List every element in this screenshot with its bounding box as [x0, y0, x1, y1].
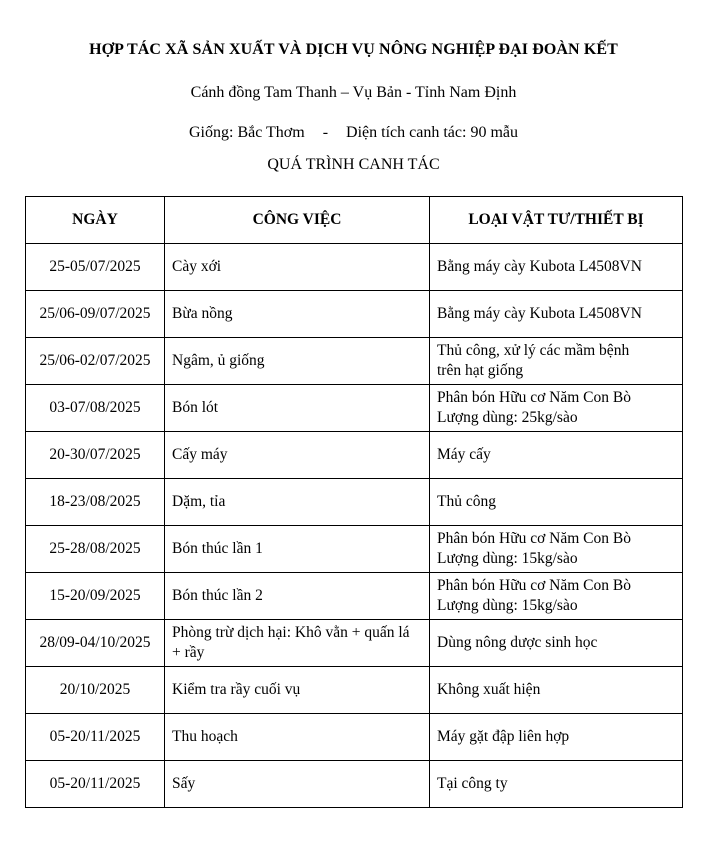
material-line: Bằng máy cày Kubota L4508VN: [437, 258, 642, 275]
cell-material: [430, 667, 683, 714]
material-line: Thủ công, xử lý các mầm bệnh: [437, 342, 630, 359]
cell-date: 05-20/11/2025: [26, 714, 165, 761]
material-line: Lượng dùng: 25kg/sào: [437, 409, 578, 426]
table-row: [26, 291, 683, 338]
column-header-date: NGÀY: [26, 197, 165, 244]
cell-material: [430, 714, 683, 761]
cell-task: Phòng trừ dịch hại: Khô vằn + quấn lá + rầy: [165, 620, 430, 667]
cell-material: [430, 620, 683, 667]
material-line: Dùng nông dược sinh học: [437, 634, 598, 651]
table-row: [26, 385, 683, 432]
cell-date: 28/09-04/10/2025: [26, 620, 165, 667]
cell-task: Bón thúc lần 1: [165, 526, 430, 573]
cell-task: Bừa nồng: [165, 291, 430, 338]
table-row: [26, 714, 683, 761]
section-title: QUÁ TRÌNH CANH TÁC: [267, 156, 440, 173]
table-row: [26, 526, 683, 573]
cell-date: 18-23/08/2025: [26, 479, 165, 526]
cell-date: 25-28/08/2025: [26, 526, 165, 573]
table-header-row: [26, 197, 683, 244]
location-line: Cánh đồng Tam Thanh – Vụ Bản - Tỉnh Nam Định: [190, 84, 517, 101]
material-line: Phân bón Hữu cơ Năm Con Bò: [437, 577, 631, 594]
cell-task: Cày xới: [165, 244, 430, 291]
cell-material: [430, 526, 683, 573]
cell-material: [430, 291, 683, 338]
cell-task: Cấy máy: [165, 432, 430, 479]
cell-date: 25/06-09/07/2025: [26, 291, 165, 338]
separator: -: [322, 124, 329, 141]
cell-task: Dặm, tỉa: [165, 479, 430, 526]
material-line: Thủ công: [437, 493, 496, 510]
cultivation-table: [25, 196, 683, 808]
cell-date: 20/10/2025: [26, 667, 165, 714]
material-line: Phân bón Hữu cơ Năm Con Bò: [437, 389, 631, 406]
table-row: [26, 479, 683, 526]
org-title: HỢP TÁC XÃ SẢN XUẤT VÀ DỊCH VỤ NÔNG NGHIỆP ĐẠI ĐOÀN KẾT: [89, 41, 618, 58]
table-row: [26, 432, 683, 479]
cell-date: 25/06-02/07/2025: [26, 338, 165, 385]
cell-material: [430, 338, 683, 385]
cell-material: [430, 573, 683, 620]
variety-area-line: [0, 124, 707, 142]
cell-date: 15-20/09/2025: [26, 573, 165, 620]
cell-task: Bón lót: [165, 385, 430, 432]
cell-date: 03-07/08/2025: [26, 385, 165, 432]
material-line: trên hạt giống: [437, 362, 524, 379]
cell-date: 25-05/07/2025: [26, 244, 165, 291]
material-line: Máy cấy: [437, 446, 491, 463]
material-line: Tại công ty: [437, 775, 508, 792]
cell-material: [430, 385, 683, 432]
material-line: Không xuất hiện: [437, 681, 541, 698]
cell-task: Bón thúc lần 2: [165, 573, 430, 620]
cell-task: Kiểm tra rầy cuối vụ: [165, 667, 430, 714]
table-row: [26, 338, 683, 385]
cell-material: [430, 432, 683, 479]
cell-task: Ngâm, ủ giống: [165, 338, 430, 385]
table-row: [26, 761, 683, 808]
column-header-task: CÔNG VIỆC: [165, 197, 430, 244]
material-line: Phân bón Hữu cơ Năm Con Bò: [437, 530, 631, 547]
cell-task: Thu hoạch: [165, 714, 430, 761]
area-text: Diện tích canh tác: 90 mẫu: [346, 124, 518, 141]
cell-material: [430, 479, 683, 526]
material-line: Bằng máy cày Kubota L4508VN: [437, 305, 642, 322]
cell-date: 20-30/07/2025: [26, 432, 165, 479]
material-line: Máy gặt đập liên hợp: [437, 728, 570, 745]
table-row: [26, 244, 683, 291]
material-line: Lượng dùng: 15kg/sào: [437, 550, 578, 567]
cell-date: 05-20/11/2025: [26, 761, 165, 808]
cell-task: Sấy: [165, 761, 430, 808]
table-row: [26, 667, 683, 714]
table-row: [26, 573, 683, 620]
table-row: [26, 620, 683, 667]
cell-material: [430, 761, 683, 808]
table-body: [26, 244, 683, 808]
variety-text: Giống: Bắc Thơm: [189, 124, 305, 141]
material-line: Lượng dùng: 15kg/sào: [437, 597, 578, 614]
cell-material: [430, 244, 683, 291]
column-header-material: LOẠI VẬT TƯ/THIẾT BỊ: [430, 197, 683, 244]
